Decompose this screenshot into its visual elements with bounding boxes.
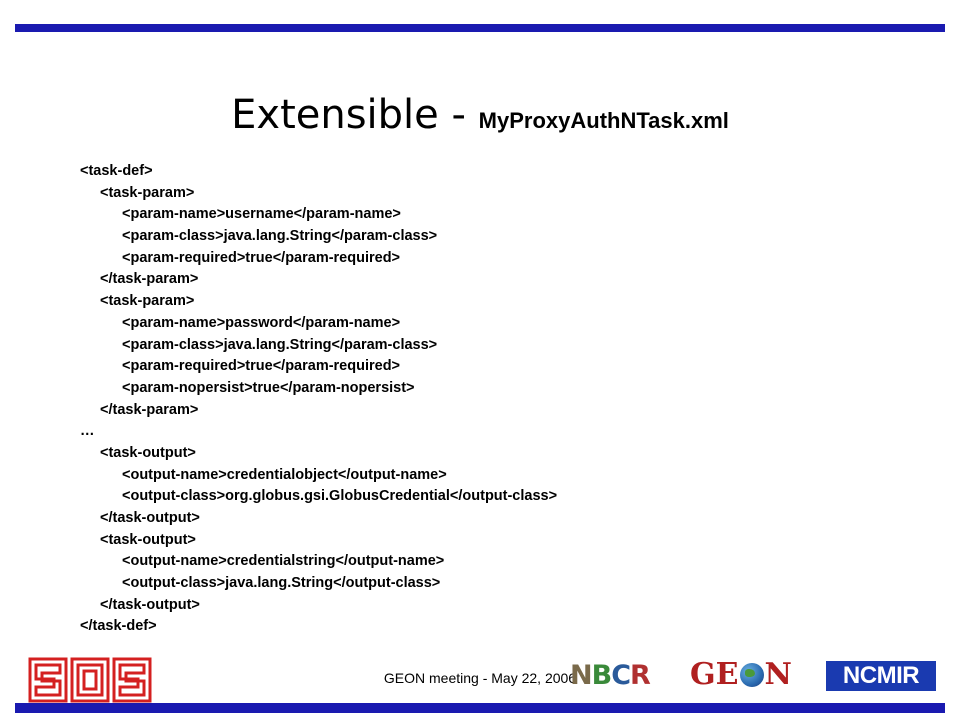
globe-icon (740, 663, 764, 687)
slide-title (0, 92, 960, 138)
code-line: <output-name>credentialstring</output-name> (122, 553, 445, 570)
footer-text: GEON meeting - May 22, 2006 (383, 670, 577, 686)
code-line: <task-output> (100, 531, 196, 548)
code-line: <param-name>password</param-name> (122, 314, 401, 331)
code-line: <param-name>username</param-name> (122, 206, 401, 223)
top-rule (15, 24, 945, 32)
code-line: <task-param> (100, 293, 195, 310)
code-line: <param-class>java.lang.String</param-class> (122, 336, 438, 353)
nbcr-letter: C (611, 660, 631, 691)
title-filename: MyProxyAuthNTask.xml (478, 108, 729, 133)
code-line: <output-class>org.globus.gsi.GlobusCredential</output-class> (122, 488, 558, 505)
code-line: <param-nopersist>true</param-nopersist> (122, 379, 415, 396)
code-line: <param-required>true</param-required> (122, 358, 401, 375)
geon-logo (690, 656, 792, 692)
code-line: <task-param> (100, 184, 195, 201)
geon-text-right: N (764, 657, 792, 692)
code-line: </task-param> (100, 271, 199, 288)
ncmir-logo: NCMIR (826, 661, 936, 691)
code-line: </task-output> (100, 510, 200, 526)
nbcr-letter: R (630, 660, 650, 691)
xml-code-block (80, 161, 557, 638)
code-line: </task-output> (100, 596, 200, 613)
nbcr-letter: B (591, 660, 612, 691)
code-line: <output-name>credentialobject</output-name> (122, 466, 447, 483)
code-line: … (80, 423, 95, 440)
code-line: <param-class>java.lang.String</param-class> (122, 228, 438, 245)
code-line: </task-param> (100, 401, 199, 418)
nbcr-logo (570, 660, 665, 692)
nbcr-letter: N (570, 660, 592, 691)
code-line: </task-def> (80, 618, 157, 635)
bottom-rule (15, 703, 945, 713)
code-line: <output-class>java.lang.String</output-class> (122, 575, 441, 592)
code-line: <task-def> (80, 163, 153, 179)
code-line: <param-required>true</param-required> (122, 249, 401, 266)
geon-text-left: GE (690, 657, 739, 692)
title-main: Extensible - (231, 92, 479, 138)
code-line: <task-output> (100, 444, 196, 461)
